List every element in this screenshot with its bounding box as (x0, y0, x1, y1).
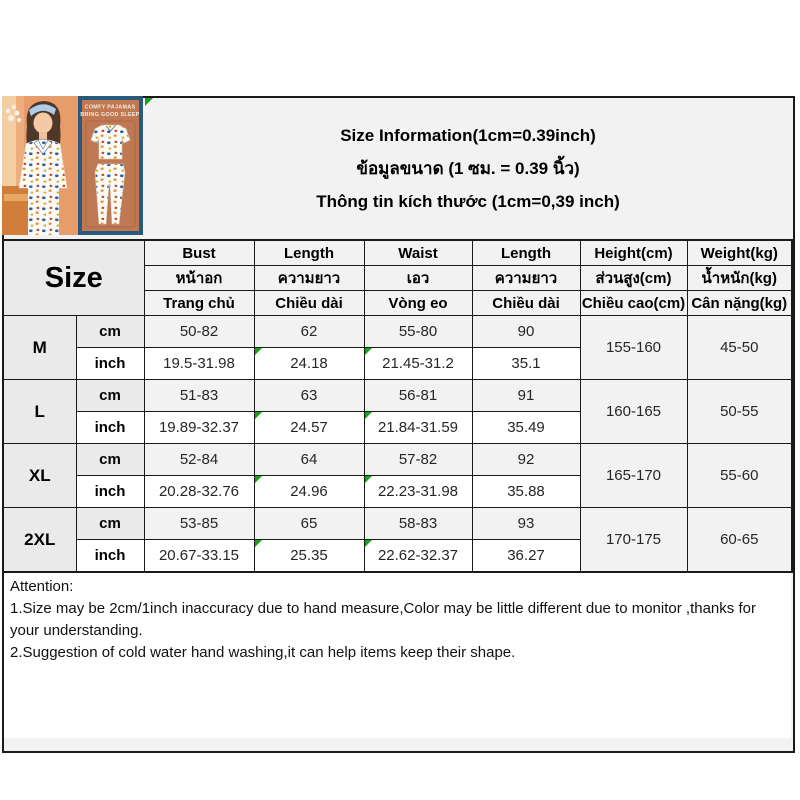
col-header-bust: Bust (144, 240, 254, 266)
col-header-weight: Weight(kg) (687, 240, 792, 266)
attention-note-2: 2.Suggestion of cold water hand washing,it can help items keep their shape. (10, 644, 516, 661)
cell-2xl-weight: 60-65 (687, 508, 792, 573)
cell-2xl-waist-cm: 58-83 (364, 508, 472, 540)
row-2xl-cm (3, 508, 792, 540)
cell-2xl-length2-cm: 93 (472, 508, 580, 540)
cell-l-length2-inch: 35.49 (472, 412, 580, 444)
cell-l-weight: 50-55 (687, 380, 792, 444)
cell-l-height: 160-165 (580, 380, 687, 444)
cell-m-waist-cm: 55-80 (364, 316, 472, 348)
title-block (145, 98, 791, 238)
attention-heading: Attention: (10, 578, 74, 595)
col-header-weight-vi: Cân nặng(kg) (687, 291, 792, 316)
attention-note-1: 1.Size may be 2cm/1inch inaccuracy due to hand measure,Color may be little different due to monitor ,thanks for your understanding. (10, 600, 756, 639)
cell-xl-height: 165-170 (580, 444, 687, 508)
cell-xl-weight: 55-60 (687, 444, 792, 508)
row-m-cm (3, 316, 792, 348)
badge-line2: BRING GOOD SLEEP (80, 112, 140, 118)
cell-m-bust-inch: 19.5-31.98 (144, 348, 254, 380)
size-label-2xl: 2XL (3, 508, 76, 573)
cell-l-length-inch: 24.57 (254, 412, 364, 444)
cell-l-waist-cm: 56-81 (364, 380, 472, 412)
cell-l-length-cm: 63 (254, 380, 364, 412)
col-header-bust-th: หน้าอก (144, 266, 254, 291)
col-header-bust-vi: Trang chủ (144, 291, 254, 316)
title-english: Size Information(1cm=0.39inch) (340, 125, 596, 145)
col-header-waist: Waist (364, 240, 472, 266)
col-header-length: Length (254, 240, 364, 266)
cell-xl-bust-inch: 20.28-32.76 (144, 476, 254, 508)
unit-cm: cm (76, 508, 144, 540)
attention-notes (4, 573, 791, 738)
cell-m-length-inch: 24.18 (254, 348, 364, 380)
col-header-weight-th: น้ำหนัก(kg) (687, 266, 792, 291)
cell-2xl-bust-inch: 20.67-33.15 (144, 540, 254, 573)
cell-m-weight: 45-50 (687, 316, 792, 380)
title-thai: ข้อมูลขนาด (1 ซม. = 0.39 นิ้ว) (356, 158, 580, 178)
cell-l-length2-cm: 91 (472, 380, 580, 412)
col-header-waist-vi: Vòng eo (364, 291, 472, 316)
size-header-cell: Size (3, 240, 144, 316)
unit-cm: cm (76, 380, 144, 412)
col-header-height-th: ส่วนสูง(cm) (580, 266, 687, 291)
product-image (2, 96, 143, 235)
cell-m-length2-inch: 35.1 (472, 348, 580, 380)
title-vietnamese: Thông tin kích thước (1cm=0,39 inch) (316, 191, 620, 211)
size-label-l: L (3, 380, 76, 444)
col-header-height: Height(cm) (580, 240, 687, 266)
unit-inch: inch (76, 540, 144, 573)
cell-m-height: 155-160 (580, 316, 687, 380)
col-header-waist-th: เอว (364, 266, 472, 291)
badge-panel (78, 96, 143, 235)
unit-cm: cm (76, 316, 144, 348)
cell-2xl-length-cm: 65 (254, 508, 364, 540)
cell-2xl-waist-inch: 22.62-32.37 (364, 540, 472, 573)
cell-m-length-cm: 62 (254, 316, 364, 348)
col-header-height-vi: Chiều cao(cm) (580, 291, 687, 316)
cell-m-waist-inch: 21.45-31.2 (364, 348, 472, 380)
cell-xl-length2-cm: 92 (472, 444, 580, 476)
cell-xl-length2-inch: 35.88 (472, 476, 580, 508)
row-l-cm (3, 380, 792, 412)
cell-l-bust-cm: 51-83 (144, 380, 254, 412)
col-header-length2: Length (472, 240, 580, 266)
cell-2xl-height: 170-175 (580, 508, 687, 573)
cell-xl-waist-cm: 57-82 (364, 444, 472, 476)
cell-2xl-bust-cm: 53-85 (144, 508, 254, 540)
cell-2xl-length-inch: 25.35 (254, 540, 364, 573)
col-header-length-vi: Chiều dài (254, 291, 364, 316)
unit-inch: inch (76, 476, 144, 508)
cell-m-bust-cm: 50-82 (144, 316, 254, 348)
cell-2xl-length2-inch: 36.27 (472, 540, 580, 573)
unit-cm: cm (76, 444, 144, 476)
size-label-m: M (3, 316, 76, 380)
cell-xl-waist-inch: 22.23-31.98 (364, 476, 472, 508)
cell-m-length2-cm: 90 (472, 316, 580, 348)
cell-xl-length-inch: 24.96 (254, 476, 364, 508)
cell-l-waist-inch: 21.84-31.59 (364, 412, 472, 444)
badge-line1: COMFY PAJAMAS (84, 104, 136, 111)
model-photo (2, 96, 78, 235)
unit-inch: inch (76, 348, 144, 380)
cell-xl-bust-cm: 52-84 (144, 444, 254, 476)
unit-inch: inch (76, 412, 144, 444)
col-header-length2-th: ความยาว (472, 266, 580, 291)
size-label-xl: XL (3, 444, 76, 508)
row-xl-cm (3, 444, 792, 476)
cell-l-bust-inch: 19.89-32.37 (144, 412, 254, 444)
cell-xl-length-cm: 64 (254, 444, 364, 476)
col-header-length-th: ความยาว (254, 266, 364, 291)
header-row-en (3, 240, 792, 266)
col-header-length2-vi: Chiều dài (472, 291, 580, 316)
size-table (2, 239, 793, 573)
